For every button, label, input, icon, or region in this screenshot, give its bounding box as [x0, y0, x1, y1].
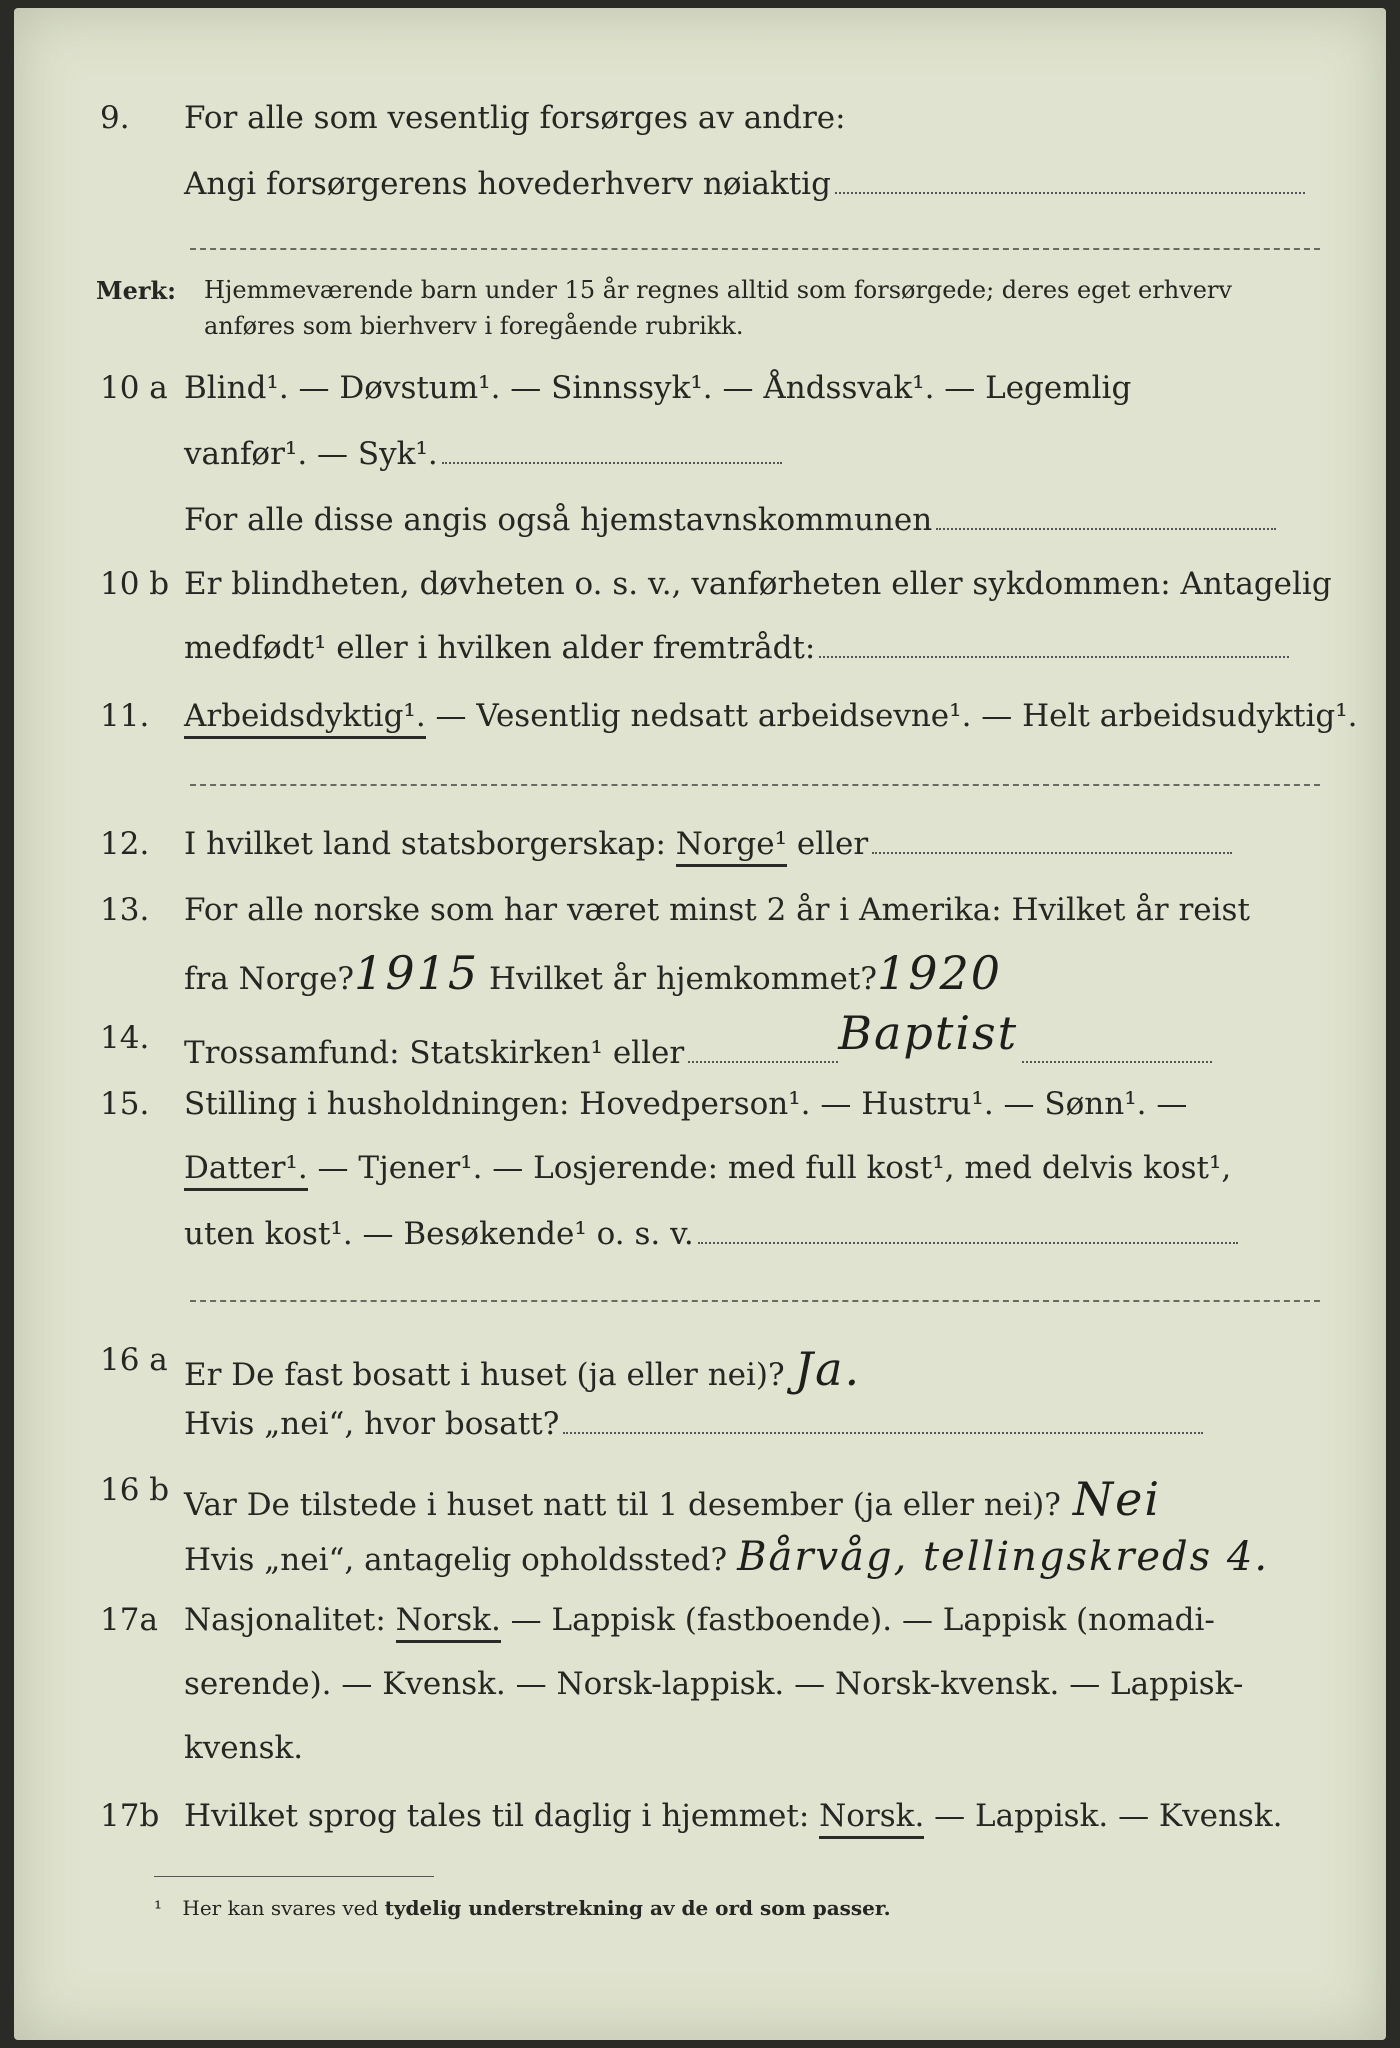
- q17b-number: 17b: [100, 1798, 160, 1834]
- q10a-number: 10 a: [100, 370, 168, 406]
- q13-reist-label: fra Norge?: [184, 961, 355, 997]
- merk-label: Merk:: [96, 276, 176, 305]
- q16b-sub-answer: Bårvåg, tellingskreds 4.: [737, 1534, 1270, 1580]
- q10b-sub-question: medfødt¹ eller i hvilken alder fremtrådt:: [184, 630, 816, 666]
- q16b-answer: Nei: [1072, 1472, 1162, 1526]
- q12-number: 12.: [100, 826, 150, 862]
- answer-line: [936, 528, 1276, 530]
- answer-line: [1022, 1061, 1212, 1063]
- answer-line: [698, 1242, 1238, 1244]
- q16b-question: Var De tilstede i huset natt til 1 desember (ja eller nei)?: [184, 1487, 1061, 1523]
- q15-number: 15.: [100, 1086, 150, 1122]
- q17a-options-3: kvensk.: [184, 1730, 304, 1766]
- q10b-number: 10 b: [100, 566, 170, 602]
- q14-number: 14.: [100, 1020, 150, 1056]
- footnote: [154, 1896, 891, 1920]
- footnote-mark: ¹: [154, 1896, 163, 1920]
- q10b-question: Er blindheten, døvheten o. s. v., vanførheten eller sykdommen: Antagelig: [184, 566, 1332, 602]
- q10a-question: Blind¹. — Døvstum¹. — Sinnssyk¹. — Åndssvak¹. — Legemlig: [184, 370, 1132, 406]
- q9-number: 9.: [100, 100, 130, 136]
- answer-line: [835, 192, 1305, 194]
- answer-line: [442, 462, 782, 464]
- q13-number: 13.: [100, 892, 150, 928]
- q14-answer: Baptist: [838, 1006, 1019, 1060]
- merk-text-2: anføres som bierhverv i foregående rubrikk.: [204, 312, 744, 340]
- q16a-sub-question: Hvis „nei“, hvor bosatt?: [184, 1406, 560, 1442]
- q12-question: I hvilket land statsborgerskap:: [184, 826, 676, 862]
- answer-rule: [190, 1300, 1320, 1302]
- q13-reist-answer: 1915: [354, 946, 480, 1000]
- q16a-number: 16 a: [100, 1342, 168, 1378]
- q12-eller: eller: [787, 826, 869, 862]
- q11-number: 11.: [100, 698, 150, 734]
- q10a-options-2: vanfør¹. — Syk¹.: [184, 436, 438, 472]
- q11-selected-option: Arbeidsdyktig¹.: [184, 698, 426, 739]
- footnote-bold-text: tydelig understrekning av de ord som passer.: [384, 1896, 891, 1920]
- q17b-options: — Lappisk. — Kvensk.: [924, 1798, 1283, 1834]
- census-form-page: [14, 8, 1386, 2040]
- merk-text: Hjemmeværende barn under 15 år regnes alltid som forsørgede; deres eget erhverv: [204, 276, 1232, 304]
- q17b-selected-option: Norsk.: [819, 1798, 924, 1839]
- answer-line: [688, 1061, 838, 1063]
- q16a-question: Er De fast bosatt i huset (ja eller nei)?: [184, 1357, 785, 1393]
- q16b-number: 16 b: [100, 1472, 170, 1508]
- q12-selected-option: Norge¹: [676, 826, 787, 867]
- answer-rule: [190, 784, 1320, 786]
- q17b-question: Hvilket sprog tales til daglig i hjemmet:: [184, 1798, 820, 1834]
- q17a-selected-option: Norsk.: [396, 1602, 501, 1643]
- q9-sub-question: Angi forsørgerens hovederhverv nøiaktig: [184, 166, 831, 202]
- q15-options: — Tjener¹. — Losjerende: med full kost¹, med delvis kost¹,: [307, 1150, 1232, 1186]
- answer-rule: [190, 248, 1320, 250]
- answer-line: [563, 1432, 1203, 1434]
- footnote-text: Her kan svares ved: [182, 1896, 385, 1920]
- q13-hjemkommet-answer: 1920: [876, 946, 1003, 1000]
- q13-hjemkommet-label: Hvilket år hjemkommet?: [488, 961, 877, 997]
- q15-question: Stilling i husholdningen: Hovedperson¹. — Hustru¹. — Sønn¹. —: [184, 1086, 1188, 1122]
- q9-question: For alle som vesentlig forsørges av andre:: [184, 100, 846, 136]
- q11-options: — Vesentlig nedsatt arbeidsevne¹. — Helt arbeidsudyktig¹.: [425, 698, 1358, 734]
- q10a-hjemstavn: For alle disse angis også hjemstavnskommunen: [184, 502, 933, 538]
- q17a-options-2: serende). — Kvensk. — Norsk-lappisk. — Norsk-kvensk. — Lappisk-: [184, 1666, 1244, 1702]
- q16b-sub-question: Hvis „nei“, antagelig opholdssted?: [184, 1542, 728, 1578]
- q13-question: For alle norske som har været minst 2 år i Amerika: Hvilket år reist: [184, 892, 1250, 928]
- q17a-question: Nasjonalitet:: [184, 1602, 396, 1638]
- answer-line: [872, 852, 1232, 854]
- q15-options-3: uten kost¹. — Besøkende¹ o. s. v.: [184, 1216, 694, 1252]
- q17a-options: — Lappisk (fastboende). — Lappisk (nomadi-: [500, 1602, 1215, 1638]
- q14-question: Trossamfund: Statskirken¹ eller: [184, 1035, 685, 1071]
- q17a-number: 17a: [100, 1602, 158, 1638]
- footnote-divider: [154, 1876, 434, 1877]
- answer-line: [819, 656, 1289, 658]
- q16a-answer: Ja.: [794, 1342, 862, 1396]
- q15-selected-option: Datter¹.: [184, 1150, 308, 1191]
